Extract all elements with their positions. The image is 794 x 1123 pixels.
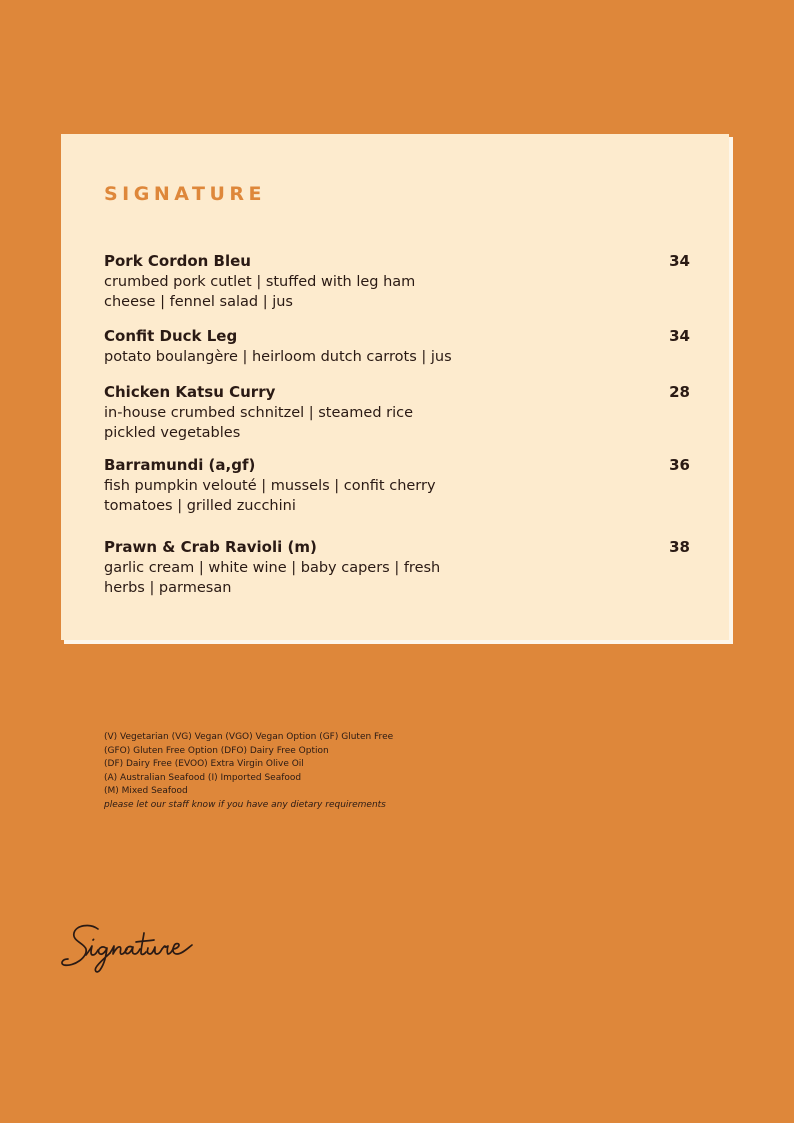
menu-card — [61, 134, 729, 640]
menu-item-barramundi — [104, 454, 690, 516]
menu-item-pork-cordon-bleu — [104, 250, 690, 312]
item-name: Chicken Katsu Curry — [104, 383, 276, 401]
item-name: Confit Duck Leg — [104, 327, 238, 345]
dietary-note: please let our staff know if you have any dietary requirements — [104, 799, 386, 810]
legend-line: (V) Vegetarian (VG) Vegan (VGO) Vegan Option (GF) Gluten Free — [104, 732, 394, 742]
legend-line: (GFO) Gluten Free Option (DFO) Dairy Free Option — [104, 745, 329, 756]
item-name: Pork Cordon Bleu — [104, 252, 251, 270]
menu-item-confit-duck-leg — [104, 325, 690, 368]
item-description: crumbed pork cutlet | stuffed with leg ham cheese | fennel salad | jus — [104, 274, 416, 310]
menu-item-prawn-crab-ravioli — [104, 536, 690, 598]
item-price: 28 — [669, 383, 690, 401]
item-description: fish pumpkin velouté | mussels | confit cherry tomatoes | grilled zucchini — [104, 478, 436, 514]
legend-line: (DF) Dairy Free (EVOO) Extra Virgin Olive Oil — [104, 759, 304, 770]
legend-line: (A) Australian Seafood (I) Imported Seafood — [104, 772, 302, 783]
item-price: 34 — [669, 327, 690, 345]
item-description: garlic cream | white wine | baby capers | fresh herbs | parmesan — [104, 560, 441, 596]
section-title: SIGNATURE — [104, 183, 266, 205]
legend-line: (M) Mixed Seafood — [104, 786, 188, 797]
item-description: in-house crumbed schnitzel | steamed rice pickled vegetables — [104, 405, 414, 441]
item-price: 34 — [669, 252, 690, 270]
menu-item-chicken-katsu-curry — [104, 381, 690, 443]
item-name: Barramundi (a,gf) — [104, 456, 256, 474]
item-price: 36 — [669, 456, 690, 474]
dietary-legend — [104, 731, 393, 813]
item-name: Prawn & Crab Ravioli (m) — [104, 538, 317, 556]
item-price: 38 — [669, 538, 690, 556]
item-description: potato boulangère | heirloom dutch carrots | jus — [104, 349, 452, 365]
signature-script-logo — [60, 915, 225, 975]
